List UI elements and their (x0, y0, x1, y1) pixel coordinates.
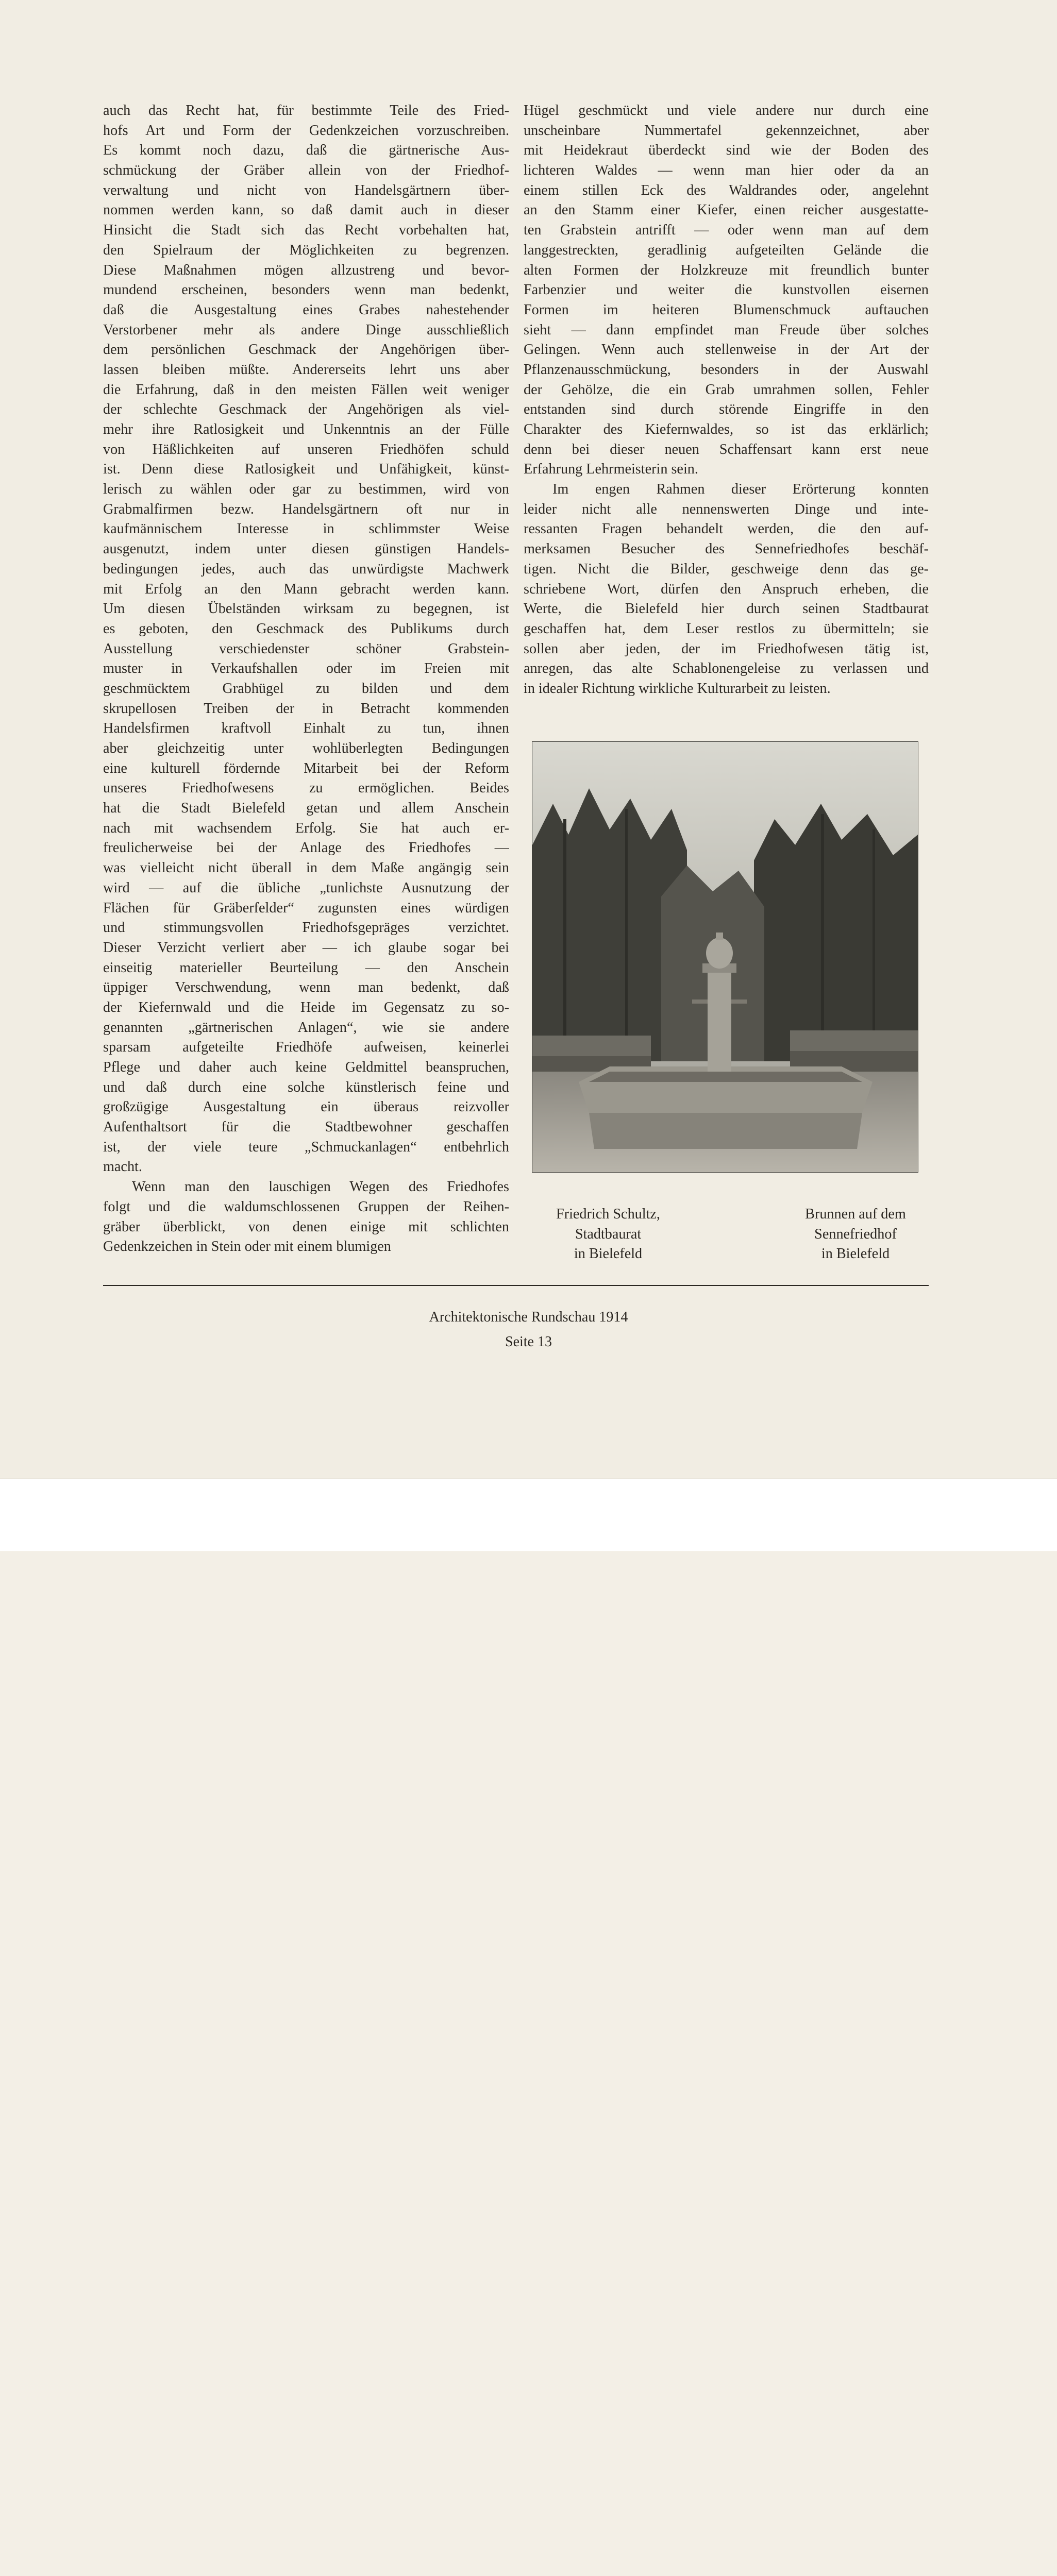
text-line: skrupellosen Treiben der in Betracht kommenden (103, 700, 509, 717)
text-line: Verstorbener mehr als andere Dinge ausschließlich (103, 321, 509, 338)
text-line: mit Heidekraut überdeckt sind wie der Boden des (524, 142, 929, 159)
text-line: Hinsicht die Stadt sich das Recht vorbehalten hat, (103, 222, 509, 239)
text-line: Charakter des Kiefernwaldes, so ist das erklärlich; (524, 421, 929, 437)
text-line: hat die Stadt Bielefeld getan und allem Anschein (103, 800, 509, 817)
text-line: gräber überblickt, von denen einige mit schlichten (103, 1218, 509, 1235)
journal-title: Architektonische Rundschau 1914 (429, 1309, 628, 1325)
text-line: Grabmalfirmen bezw. Handelsgärtnern oft nur in (103, 501, 509, 517)
text-column-right (524, 101, 929, 699)
text-line: Pflanzenausschmückung, besonders in der Auswahl (524, 361, 929, 378)
text-line: Gelingen. Wenn auch stellenweise in der Art der (524, 342, 929, 358)
text-line: Hügel geschmückt und viele andere nur durch eine (524, 103, 929, 118)
text-line: schmückung der Gräber allein von der Friedhof- (103, 162, 509, 179)
text-line: Ausstellung verschiedenster schöner Grabstein- (103, 640, 509, 657)
text-line: Es kommt noch dazu, daß die gärtnerische Aus- (103, 142, 509, 159)
text-line: die Erfahrung, daß in den meisten Fällen weit weniger (103, 381, 509, 398)
text-line: aber gleichzeitig unter wohlüberlegten Bedingungen (103, 740, 509, 756)
text-line: Formen im heiteren Blumenschmuck auftauchen (524, 301, 929, 318)
text-line: lassen bleiben müßte. Andererseits lehrt uns aber (103, 361, 509, 378)
text-line: lichteren Waldes — wenn man hier oder da an (524, 162, 929, 179)
text-line: sparsam aufgeteilte Friedhöfe aufweisen, keinerlei (103, 1039, 509, 1056)
caption-subject (773, 1205, 938, 1264)
text-line: wird — auf die übliche „tunlichste Ausnutzung der (103, 879, 509, 896)
text-line: der schlechte Geschmack der Angehörigen als viel- (103, 401, 509, 418)
text-line: Gedenkzeichen in Stein oder mit einem blumigen (103, 1239, 391, 1255)
text-line: alten Formen der Holzkreuze mit freundlich bunter (524, 262, 929, 278)
text-line: ressanten Fragen behandelt werden, die den auf- (524, 521, 929, 537)
text-line: verwaltung und nicht von Handelsgärtnern über- (103, 182, 509, 198)
caption-author-line: Stadtbaurat (575, 1226, 642, 1242)
text-line: langgestreckten, geradlinig aufgeteilten Gelände die (524, 242, 929, 258)
digitization-footer (0, 1479, 1057, 1551)
text-line: bedingungen jedes, auch das unwürdigste Machwerk (103, 561, 509, 577)
text-line: sieht — dann empfindet man Freude über solches (524, 321, 929, 338)
text-line: Um diesen Übelständen wirksam zu begegnen, ist (103, 601, 509, 617)
text-line: anregen, das alte Schablonengeleise zu verlassen und (524, 660, 929, 677)
text-line: ten Grabstein antrifft — oder wenn man auf dem (524, 222, 929, 239)
text-line: der Kiefernwald und die Heide im Gegensatz zu so- (103, 999, 509, 1015)
text-line: dem persönlichen Geschmack der Angehörigen über- (103, 342, 509, 358)
text-line: muster in Verkaufshallen oder im Freien mit (103, 660, 509, 677)
text-line: Farbenzier und weiter die kunstvollen eisernen (524, 282, 929, 298)
text-line: sollen aber jeden, der im Friedhofwesen tätig ist, (524, 640, 929, 657)
text-line: unseres Friedhofwesens zu ermöglichen. Beides (103, 780, 509, 796)
text-line: ist, der viele teure „Schmuckanlagen“ entbehrlich (103, 1139, 509, 1155)
text-line: freulicherweise bei der Anlage des Friedhofes — (103, 840, 509, 856)
text-line: Aufenthaltsort für die Stadtbewohner geschaffen (103, 1119, 509, 1136)
text-line: kaufmännischem Interesse in schlimmster Weise (103, 521, 509, 537)
text-line: entstanden sind durch störende Eingriffe in den (524, 401, 929, 418)
text-line: eine kulturell fördernde Mitarbeit bei der Reform (103, 760, 509, 776)
text-line: daß die Ausgestaltung eines Grabes nahestehender (103, 301, 509, 318)
text-line: es geboten, den Geschmack des Publikums durch (103, 620, 509, 637)
text-line: Dieser Verzicht verliert aber — ich glaube sogar bei (103, 939, 509, 956)
caption-subject-line: Sennefriedhof (814, 1226, 897, 1242)
text-line: Wenn man den lauschigen Wegen des Friedhofes (132, 1179, 509, 1195)
text-line: an den Stamm einer Kiefer, einen reicher ausgestatte- (524, 202, 929, 218)
text-line: Flächen für Gräberfelder“ zugunsten eines würdigen (103, 900, 509, 916)
text-line: ausgenutzt, indem unter diesen günstigen Handels- (103, 541, 509, 557)
text-line: den Spielraum der Möglichkeiten zu begrenzen. (103, 242, 509, 258)
text-column-left (103, 101, 509, 1257)
text-line: folgt und die waldumschlossenen Gruppen der Reihen- (103, 1198, 509, 1215)
text-line: ist. Denn diese Ratlosigkeit und Unfähigkeit, künst- (103, 461, 509, 478)
text-line: nommen werden kann, so daß damit auch in dieser (103, 202, 509, 218)
text-line: Erfahrung Lehrmeisterin sein. (524, 461, 698, 478)
text-line: einem stillen Eck des Waldrandes oder, angelehnt (524, 182, 929, 198)
page-number: Seite 13 (505, 1334, 552, 1350)
text-line: nach mit wachsendem Erfolg. Sie hat auch er- (103, 820, 509, 836)
caption-author (531, 1205, 685, 1264)
caption-author-line: Friedrich Schultz, (556, 1206, 660, 1222)
text-line: großzügige Ausgestaltung ein überaus reizvoller (103, 1099, 509, 1115)
text-line: und daß durch eine solche künstlerisch feine und (103, 1079, 509, 1095)
text-line: macht. (103, 1159, 142, 1175)
caption-subject-line: Brunnen auf dem (805, 1206, 906, 1222)
text-line: von Häßlichkeiten auf unseren Friedhöfen schuld (103, 441, 509, 457)
text-line: mit Erfolg an den Mann gebracht werden kann. (103, 581, 509, 597)
text-line: der Gehölze, die ein Grab umrahmen sollen, Fehler (524, 381, 929, 398)
text-line: und stimmungsvollen Friedhofsgepräges verzichtet. (103, 920, 509, 936)
text-line: unscheinbare Nummertafel gekennzeichnet, aber (524, 122, 929, 139)
text-line: leider nicht alle nennenswerten Dinge und inte- (524, 501, 929, 517)
caption-subject-line: in Bielefeld (821, 1246, 890, 1262)
text-line: einseitig materieller Beurteilung — den Anschein (103, 959, 509, 976)
text-line: üppiger Verschwendung, wenn man bedenkt, daß (103, 979, 509, 996)
text-line: Werte, die Bielefeld hier durch seinen Stadtbaurat (524, 601, 929, 617)
text-line: Handelsfirmen kraftvoll Einhalt zu tun, ihnen (103, 720, 509, 737)
footer-rule (103, 1285, 929, 1286)
text-line: in idealer Richtung wirkliche Kulturarbeit zu leisten. (524, 680, 831, 697)
text-line: merksamen Besucher des Sennefriedhofes beschäf- (524, 541, 929, 557)
fountain-photograph (532, 742, 918, 1172)
text-line: Pflege und daher auch keine Geldmittel beanspruchen, (103, 1059, 509, 1075)
text-line: Diese Maßnahmen mögen allzustreng und bevor- (103, 262, 509, 278)
text-line: lerisch zu wählen oder gar zu bestimmen, wird von (103, 481, 509, 498)
caption-author-line: in Bielefeld (574, 1246, 643, 1262)
text-line: mehr ihre Ratlosigkeit und Unkenntnis an der Fülle (103, 421, 509, 437)
text-line: tigen. Nicht die Bilder, geschweige denn das ge- (524, 561, 929, 577)
text-line: was vielleicht nicht überall in dem Maße angängig sein (103, 860, 509, 876)
text-line: geschaffen hat, dem Leser restlos zu übermitteln; sie (524, 620, 929, 637)
text-line: geschmücktem Grabhügel zu bilden und dem (103, 680, 509, 697)
text-line: Im engen Rahmen dieser Erörterung konnten (552, 481, 929, 498)
text-line: auch das Recht hat, für bestimmte Teile des Fried- (103, 103, 509, 118)
text-line: denn bei dieser neuen Schaffensart kann erst neue (524, 441, 929, 457)
text-line: mundend erscheinen, besonders wenn man bedenkt, (103, 282, 509, 298)
text-line: genannten „gärtnerischen Anlagen“, wie sie andere (103, 1019, 509, 1036)
text-line: hofs Art und Form der Gedenkzeichen vorzuschreiben. (103, 122, 509, 139)
text-line: schriebene Wort, dürfen den Anspruch erheben, die (524, 581, 929, 597)
